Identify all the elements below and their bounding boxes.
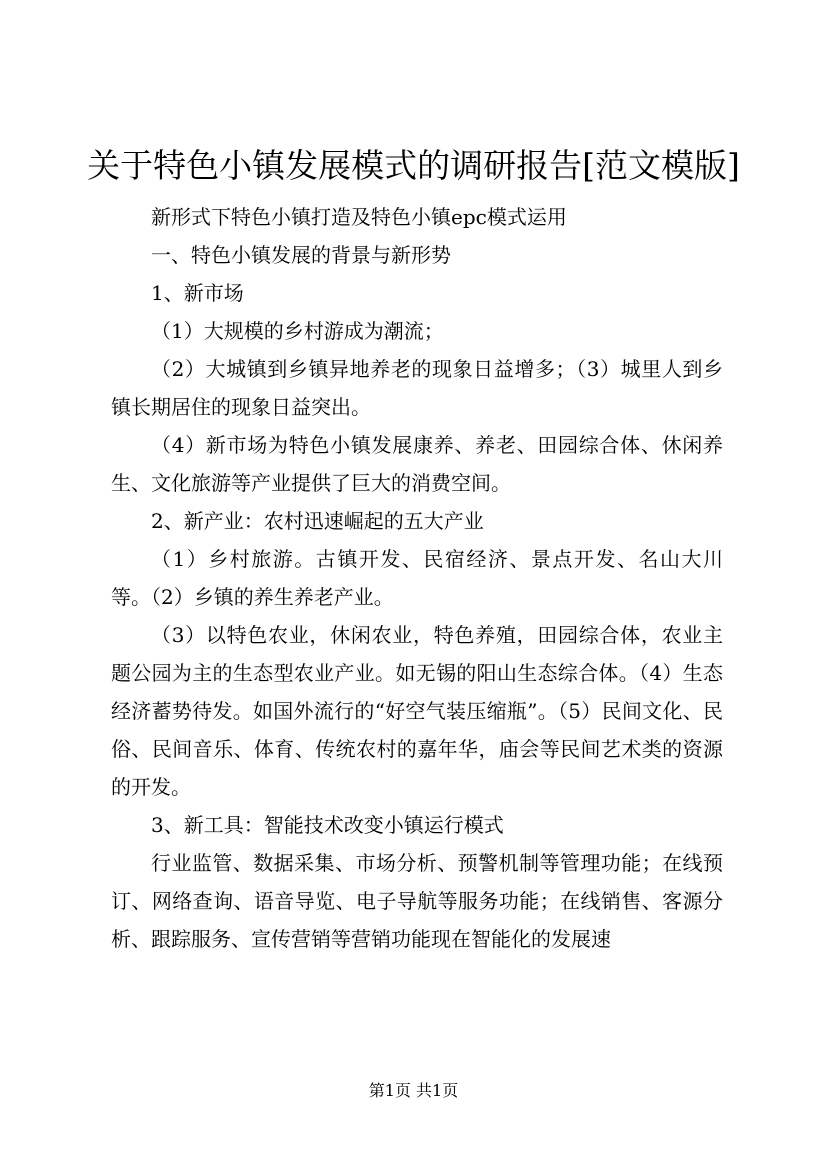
subheading-new-tools: 3、新工具：智能技术改变小镇运行模式 [151,813,504,837]
subheading-new-market: 1、新市场 [151,281,244,305]
paragraph-subtitle: 新形式下特色小镇打造及特色小镇epc模式运用 [151,205,567,229]
paragraph-market-2-3: （2）大城镇到乡镇异地养老的现象日益增多；（3）城里人到乡镇长期居住的现象日益突出。 [111,357,723,419]
paragraph-tools: 行业监管、数据采集、市场分析、预警机制等管理功能；在线预订、网络查询、语音导览、电子导航等服务功能；在线销售、客源分析、跟踪服务、宣传营销等营销功能现在智能化的发展速 [111,851,723,951]
paragraph-industry-3-5: （3）以特色农业，休闲农业，特色养殖，田园综合体，农业主题公园为主的生态型农业产业。如无锡的阳山生态综合体。（4）生态经济蓄势待发。如国外流行的“好空气装压缩瓶”。（5）民间文化、民俗、民间音乐、体育、传统农村的嘉年华，庙会等民间艺术类的资源的开发。 [111,623,723,799]
document-title: 关于特色小镇发展模式的调研报告[范文模版] [87,146,740,185]
paragraph-market-4: （4）新市场为特色小镇发展康养、养老、田园综合体、休闲养生、文化旅游等产业提供了巨大的消费空间。 [111,433,723,495]
subheading-new-industry: 2、新产业：农村迅速崛起的五大产业 [151,509,484,533]
page-footer: 第1页 共1页 [368,1081,459,1100]
paragraph-industry-1-2: （1）乡村旅游。古镇开发、民宿经济、景点开发、名山大川等。（2）乡镇的养生养老产业。 [111,547,723,609]
section-heading-background: 一、特色小镇发展的背景与新形势 [151,243,451,267]
document-body [111,198,723,958]
paragraph-market-1: （1）大规模的乡村游成为潮流； [151,319,444,343]
